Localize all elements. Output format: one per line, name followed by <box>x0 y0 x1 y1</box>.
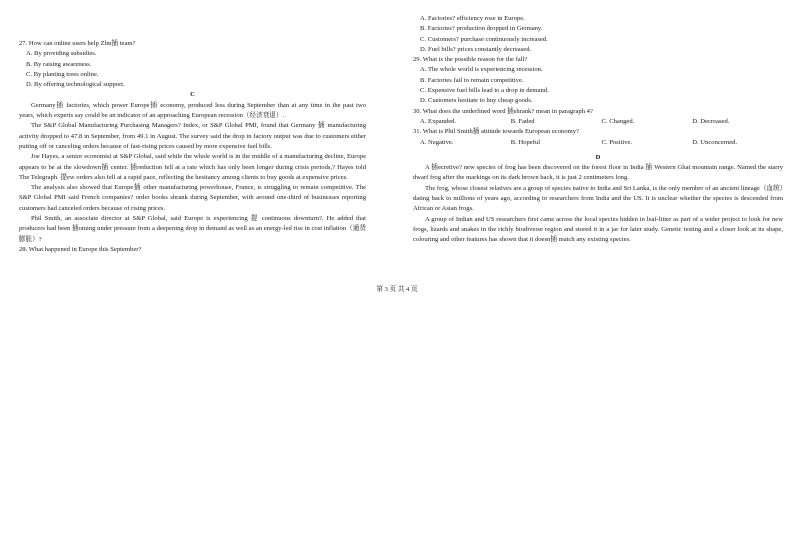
question-27-option-a: A. By providing subsidies. <box>26 50 97 58</box>
question-31-options <box>413 138 783 148</box>
question-30-option-d: D. Decreased. <box>692 117 730 125</box>
question-28-option-c: C. Customers? purchase continuously increased. <box>420 35 548 43</box>
question-31-option-b: B. Hopeful <box>510 138 541 146</box>
passage-d-paragraph-3: A group of Indian and US researchers first came across the local species hidden in leaf-litter as part of a wider project to look for new frogs, lizards and snakes in the richly biodiverse region and stored it in a jar for later study. Genetic testing and a closer look at its shape, colouring and other features has shown that it doesn插 match any existing species. <box>413 215 783 244</box>
passage-c-paragraph-5: Phil Smith, an associate director at S&P Global, said Europe is experiencing 提 continuous downturn?. He added that producers had been 插oming under pressure from a deepening drop in demand as well as an energy-led rise in cost inflation（通货膨胀）? <box>19 215 366 243</box>
question-27-stem: 27. How can online users help Zlm插 team? <box>19 40 136 47</box>
page-number-footer: 第 3 页 共 4 页 <box>376 286 418 293</box>
question-31-stem: 31. What is Phil Smith插 attitude towards European economy? <box>413 128 579 136</box>
question-29-option-d: D. Customers hesitate to buy cheap goods. <box>420 97 533 105</box>
question-30-option-b: B. Faded <box>510 117 535 125</box>
right-column <box>413 14 783 246</box>
section-c-heading: C <box>190 91 195 99</box>
question-31-option-c: C. Positive. <box>601 138 633 146</box>
question-30-option-c: C. Changed. <box>601 117 635 125</box>
passage-c-paragraph-4: The analysis also showed that Europe插 other manufacturing powerhouse, France, is struggling to remain competitive. The S&P Global PMI said French companies? order books shrank during September, with around one-third of businesses reporting customers had canceled orders because of rising prices. <box>19 184 366 212</box>
question-30-option-a: A. Expanded. <box>420 117 457 125</box>
question-29-option-b: B. Factories fail to remain competitive. <box>420 76 524 84</box>
question-31-option-d: D. Unconcerned. <box>692 138 738 146</box>
question-30-options <box>413 117 783 127</box>
passage-d-paragraph-1: A 插ecretive? new species of frog has been discovered on the forest floor in India 插 Western Ghat mountain range. Named the starry dwarf frog after the markings on its dark brown back, it is just 2 centimeters long. <box>413 164 783 182</box>
passage-d-paragraph-2: The frog, whose closest relatives are a group of species native to India and Sri Lanka, is the only member of an ancient lineage（血统）dating back to millions of years ago, according to researchers from India and the US. It is unclear whether the species is descended from African or Asian frogs. <box>413 184 783 213</box>
question-30-stem: 30. What does the underlined word 插shrank? mean in paragraph 4? <box>413 107 593 115</box>
question-27-option-d: D. By offering technological support. <box>26 81 125 89</box>
question-27-option-b: B. By raising awareness. <box>26 60 92 68</box>
passage-c-paragraph-3: Joe Hayes, a senior economist at S&P Global, said while the whole world is in the middle of a manufacturing decline, Europe appears to be at the slowdown插 center. 插reduction fell at a rate which has only been longer during crisis periods,? Hayes told The Telegraph. 提ew orders also fell at a rapid pace, reflecting the hesitancy among clients to buy goods at expensive prices. <box>19 153 366 181</box>
section-d-heading: D <box>595 153 601 161</box>
question-31-option-a: A. Negative. <box>420 138 454 146</box>
question-28-option-d: D. Fuel bills? prices constantly decreased. <box>420 45 532 53</box>
question-29-stem: 29. What is the possible reason for the fall? <box>413 56 528 64</box>
question-27-option-c: C. By planting trees online. <box>26 70 99 78</box>
question-29-option-a: A. The whole world is experiencing recession. <box>420 66 543 74</box>
left-column <box>19 39 366 255</box>
passage-c-paragraph-1: Germany插 factories, which power Europe插 economy, produced less during September than at any time in the past two years, which experts say could be an indicator of an approaching European recession（经济衰退）. <box>19 101 366 120</box>
question-28-option-b: B. Factories? production dropped in Germany. <box>420 25 543 33</box>
question-29-option-c: C. Expensive fuel bills lead to a drop in demand. <box>420 87 549 95</box>
question-28-stem: 28. What happened in Europe this September? <box>19 245 142 253</box>
passage-c-paragraph-2: The S&P Global Manufacturing Purchasing Managers? Index, or S&P Global PMI, found that Germany 插 manufacturing activity dropped to 47.8 in September, from 49.1 in August. The survey said the drop in factory output was due to customers either putting off or canceling orders because of fast-rising prices caused by more expensive fuel bills. <box>19 122 366 150</box>
question-28-option-a: A. Factories? efficiency rose in Europe. <box>420 15 525 22</box>
